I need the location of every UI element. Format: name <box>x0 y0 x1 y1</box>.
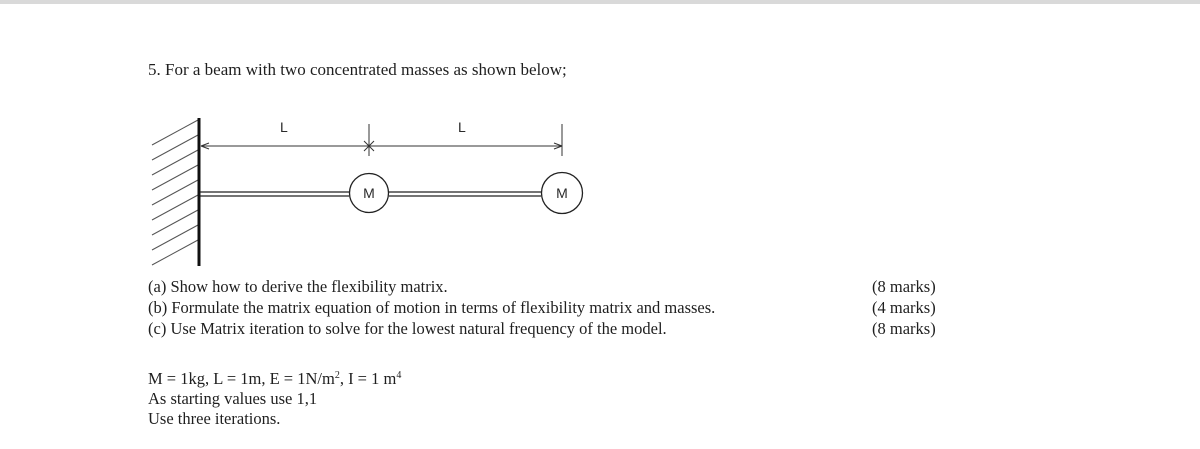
given-inertia-exponent: 4 <box>396 370 402 381</box>
part-b-text: (b) Formulate the matrix equation of motion in terms of flexibility matrix and masses. <box>148 298 716 317</box>
question-text: 5. For a beam with two concentrated masses as shown below; <box>148 60 567 79</box>
mass-1-label: M <box>363 185 375 201</box>
part-a-marks: (8 marks) <box>872 277 936 296</box>
span-label-2: L <box>458 119 466 135</box>
given-line-1 <box>148 369 401 389</box>
part-c-marks: (8 marks) <box>872 319 936 338</box>
part-c <box>148 318 948 339</box>
starting-values: As starting values use 1,1 <box>148 389 318 408</box>
given-values <box>148 369 401 429</box>
part-a-text: (a) Show how to derive the flexibility matrix. <box>148 277 448 296</box>
given-modulus-exponent: 2 <box>334 370 340 381</box>
part-c-text: (c) Use Matrix iteration to solve for the lowest natural frequency of the model. <box>148 319 667 338</box>
span-label-1: L <box>280 119 288 135</box>
given-modulus: E = 1N/m <box>269 369 335 388</box>
fixed-support-hatch <box>152 120 198 265</box>
part-b <box>148 297 948 318</box>
part-a <box>148 276 948 297</box>
question-parts <box>148 276 948 339</box>
part-b-marks: (4 marks) <box>872 298 936 317</box>
given-inertia: , I = 1 m <box>339 369 397 388</box>
dimension-line <box>201 124 562 156</box>
mass-2-label: M <box>556 185 568 201</box>
given-mass: M = 1kg, <box>148 369 210 388</box>
iterations-note: Use three iterations. <box>148 409 281 428</box>
given-length: L = 1m, <box>213 369 266 388</box>
